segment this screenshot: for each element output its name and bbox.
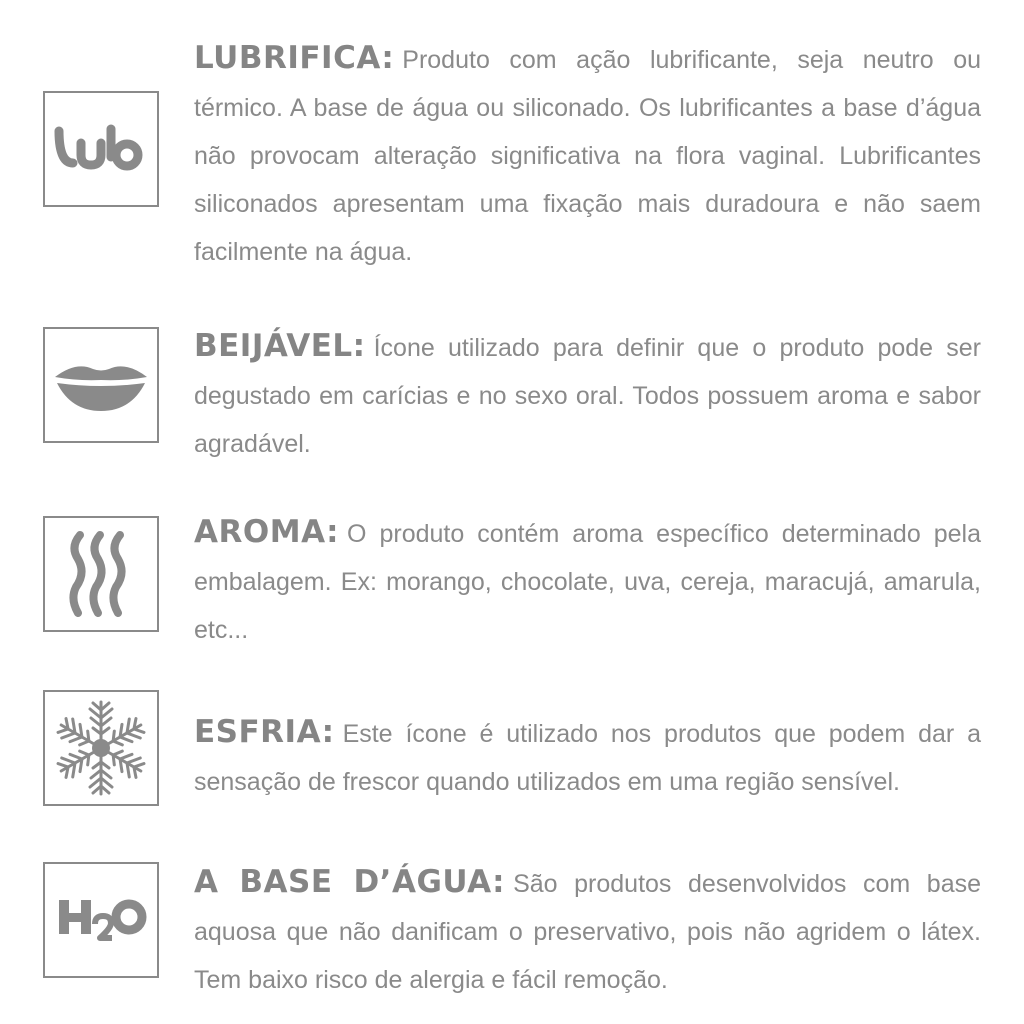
term-description: Produto com ação lubrificante, seja neutro ou térmico. A base de água ou siliconado. Os lubrificantes a base d’água não provocam alteração significativa na flora vaginal. Lubrificantes siliconados apresentam uma fixação mais duradoura e não saem facilmente na água. <box>194 46 981 266</box>
legend-text <box>194 858 981 1004</box>
term-label: AROMA: <box>194 514 340 550</box>
lips-icon <box>51 355 151 415</box>
h2o-icon <box>53 890 149 950</box>
snowflake-icon-box <box>43 690 159 806</box>
legend-text <box>194 508 981 654</box>
aroma-icon-box <box>43 516 159 632</box>
lips-icon-box <box>43 327 159 443</box>
lub-icon <box>51 119 151 179</box>
legend-text <box>194 708 981 806</box>
term-description: O produto contém aroma específico determinado pela embalagem. Ex: morango, chocolate, uva, cereja, maracujá, amarula, etc... <box>194 520 981 644</box>
term-label: A BASE D’ÁGUA: <box>194 864 506 900</box>
term-description: Ícone utilizado para definir que o produto pode ser degustado em carícias e no sexo oral. Todos possuem aroma e sabor agradável. <box>194 334 981 458</box>
legend-text <box>194 34 981 276</box>
term-description: São produtos desenvolvidos com base aquosa que não danificam o preservativo, pois não agridem o látex. Tem baixo risco de alergia e fácil remoção. <box>194 870 981 994</box>
legend-text <box>194 322 981 468</box>
term-label: ESFRIA: <box>194 714 335 750</box>
snowflake-icon <box>49 696 153 800</box>
term-description: Este ícone é utilizado nos produtos que podem dar a sensação de frescor quando utilizados em uma região sensível. <box>194 720 981 796</box>
term-label: LUBRIFICA: <box>194 40 395 76</box>
h2o-icon-box <box>43 862 159 978</box>
aroma-waves-icon <box>66 529 136 619</box>
lub-icon-box <box>43 91 159 207</box>
term-label: BEIJÁVEL: <box>194 328 366 364</box>
